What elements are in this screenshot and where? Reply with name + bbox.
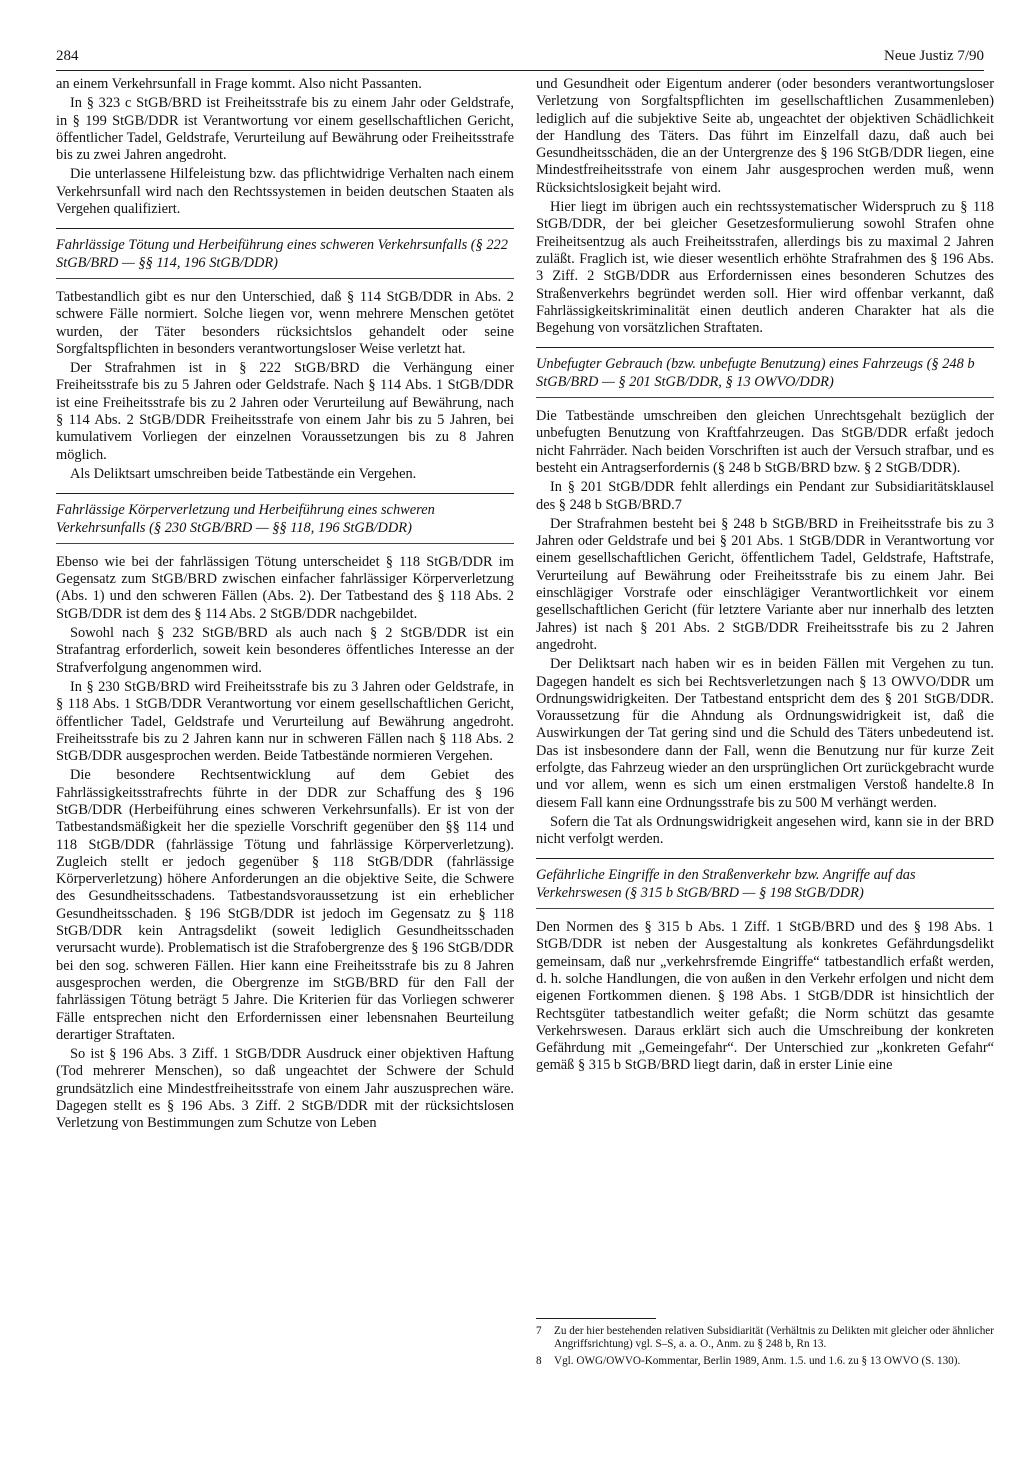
journal-title: Neue Justiz 7/90 (884, 48, 984, 64)
running-head (56, 48, 984, 70)
footnote-number: 8 (536, 1354, 542, 1367)
header-rule (56, 70, 984, 71)
paragraph: In § 230 StGB/BRD wird Freiheitsstrafe bis zu 3 Jahren oder Geldstrafe, in § 118 Abs. 1 StGB/DDR Verantwortung vor einem gesellschaftlichen Gericht, öffentlicher Tadel, Geldstrafe und Verurteilung auf Bewährung angedroht. Freiheitsstrafe bis zu 2 Jahren kann nur in schweren Fällen nach § 118 Abs. 2 StGB/DDR ausgesprochen werden. Beide Tatbestände normieren Vergehen. (56, 678, 514, 765)
paragraph: Tatbestandlich gibt es nur den Unterschied, daß § 114 StGB/DDR in Abs. 2 schwere Fälle normiert. Solche liegen vor, wenn mehrere Menschen getötet wurden, der Täter besonders rücksichtslos gehandelt oder seine Sorgfaltspflichten in besonders verantwortungsloser Weise verletzt hat. (56, 288, 514, 357)
footnote-rule (536, 1318, 656, 1319)
section-heading: Unbefugter Gebrauch (bzw. unbefugte Benutzung) eines Fahrzeugs (§ 248 b StGB/BRD — § 201 StGB/DDR, § 13 OWVO/DDR) (536, 356, 994, 398)
paragraph: Hier liegt im übrigen auch ein rechtssystematischer Widerspruch zu § 118 StGB/DDR, der bei gleicher Gesetzesformulierung sowohl Strafen ohne Freiheitsentzug als auch Freiheitsstrafen, allerdings bis zu maximal 2 Jahren zuläßt. Fraglich ist, wie dieser wesentlich erhöhte Strafrahmen des § 196 Abs. 3 Ziff. 2 StGB/DDR aus Erfordernissen eines besonderen Schutzes des Straßenverkehrs begründet werden soll. Hier wird offenbar verkannt, daß Fahrlässigkeitskriminalität einen deutlich anderen Charakter hat als die Begehung von vorsätzlichen Straftaten. (536, 199, 994, 337)
paragraph: So ist § 196 Abs. 3 Ziff. 1 StGB/DDR Ausdruck einer objektiven Haftung (Tod mehrerer Menschen), so daß ungeachtet der Schwere der Schuld grundsätzlich eine Mindestfreiheitsstrafe von einem Jahr auszusprechen wäre. Dagegen stellt es § 196 Abs. 3 Ziff. 2 StGB/DDR mit der rücksichtslosen Verletzung von Bestimmungen zum Schutze von Leben (56, 1046, 514, 1132)
paragraph: Ebenso wie bei der fahrlässigen Tötung unterscheidet § 118 StGB/DDR im Gegensatz zum StGB/BRD zwischen einfacher fahrlässiger Körperverletzung (Abs. 1) und den schweren Fällen (Abs. 2). Der Tatbestand des § 118 Abs. 2 StGB/DDR ist dem des § 114 Abs. 2 StGB/DDR nachgebildet. (56, 553, 514, 622)
paragraph: Der Deliktsart nach haben wir es in beiden Fällen mit Vergehen zu tun. Dagegen handelt es sich bei Rechtsverletzungen nach § 13 OWVO/DDR um Ordnungswidrigkeiten. Der Tatbestand entspricht dem des § 201 StGB/DDR. Voraussetzung für die Ahndung als Ordnungswidrigkeit ist, daß die Auswirkungen der Tat gering sind und die Schuld des Täters unbedeutend ist. Das ist insbesondere dann der Fall, wenn die Benutzung nur für kurze Zeit erfolgte, das Fahrzeug wieder an den ursprünglichen Ort zurückgebracht wurde und vor allem, wenn es sich um einen erstmaligen Verstoß handelte.8 In diesem Fall kann eine Ordnungsstrafe bis zu 500 M verhängt werden. (536, 656, 994, 811)
paragraph: Der Strafrahmen ist in § 222 StGB/BRD die Verhängung einer Freiheitsstrafe bis zu 5 Jahren oder Geldstrafe. Nach § 114 Abs. 1 StGB/DDR ist eine Freiheitsstrafe bis zu 2 Jahren oder Verurteilung auf Bewährung, nach § 114 Abs. 2 StGB/DDR Freiheitsstrafe von einem Jahr bis zu 5 Jahren, bei kumulativem Vorliegen der einzelnen Voraussetzungen bis zu 8 Jahren möglich. (56, 360, 514, 463)
section-heading-block (56, 493, 514, 544)
section-heading-block (536, 858, 994, 909)
footnote (536, 1325, 994, 1352)
paragraph: Die besondere Rechtsentwicklung auf dem Gebiet des Fahrlässigkeitsstrafrechts führte in der DDR zur Schaffung des § 196 StGB/DDR (Herbeiführung eines schweren Verkehrsunfalls). Er ist von der Tatbestandsmäßigkeit her die spezielle Vorschrift gegenüber den §§ 114 und 118 StGB/DDR (fahrlässige Tötung und fahrlässige Körperverletzung). Zugleich stellt er jedoch gegenüber § 118 StGB/DDR (fahrlässige Körperverletzung) höhere Anforderungen an die objektive Seite, die Schwere des Gesundheitsschadens. Tatbestandsvoraussetzung ist ein erheblicher Gesundheitsschaden. § 196 StGB/DDR ist jedoch im Gegensatz zu § 118 StGB/DDR kein Antragsdelikt (soweit lediglich Gesundheitsschaden verursacht wurde). Problematisch ist die Strafobergrenze des § 196 StGB/DDR bei den sog. schweren Fällen. Hier kann eine Freiheitsstrafe bis zu 8 Jahren ausgesprochen werden, die Obergrenze im StGB/BRD für den Fall der fahrlässigen Tötung beträgt 5 Jahre. Die Kriterien für das Vorliegen schwerer Fälle entsprechen nicht den Erfordernissen einer lebensnahen Beurteilung derartiger Straftaten. (56, 767, 514, 1043)
paragraph: Die Tatbestände umschreiben den gleichen Unrechtsgehalt bezüglich der unbefugten Benutzung von Kraftfahrzeugen. Das StGB/DDR erfaßt jedoch nicht Fahrräder. Nach beiden Vorschriften ist auch der Versuch strafbar, und es besteht ein Antragserfordernis (§ 248 b StGB/BRD bzw. § 2 StGB/DDR). (536, 408, 994, 476)
paragraph: In § 201 StGB/DDR fehlt allerdings ein Pendant zur Subsidiaritätsklausel des § 248 b StGB/BRD.7 (536, 479, 994, 513)
section-heading: Gefährliche Eingriffe in den Straßenverkehr bzw. Angriffe auf das Verkehrswesen (§ 315 b StGB/BRD — § 198 StGB/DDR) (536, 867, 994, 909)
paragraph: Sowohl nach § 232 StGB/BRD als auch nach § 2 StGB/DDR ist ein Strafantrag erforderlich, soweit kein besonderes öffentliches Interesse an der Strafverfolgung angenommen wird. (56, 625, 514, 676)
right-column (536, 76, 994, 1077)
paragraph: an einem Verkehrsunfall in Frage kommt. Also nicht Passanten. (56, 76, 422, 92)
section-heading: Fahrlässige Tötung und Herbeiführung eines schweren Verkehrsunfalls (§ 222 StGB/BRD — §§ 114, 196 StGB/DDR) (56, 237, 514, 279)
paragraph: Den Normen des § 315 b Abs. 1 Ziff. 1 StGB/BRD und des § 198 Abs. 1 StGB/DDR ist neben der Ausgestaltung als konkretes Gefährdungsdelikt gemeinsam, daß nur „verkehrsfremde Eingriffe“ tatbestandlich erfaßt werden, d. h. solche Handlungen, die von außen in den Verkehr erfolgen und nicht dem eigenen Fortkommen dienen. § 198 Abs. 1 StGB/DDR ist hinsichtlich der Rechtsgüter tatbestandlich weiter gefaßt; die Norm schützt das gesamte Verkehrswesen. Daraus erklärt sich auch die Umschreibung der konkreten Gefährdung mit „Gemeingefahr“. Der Unterschied zur „konkreten Gefahr“ gemäß § 315 b StGB/BRD liegt darin, daß in erster Linie eine (536, 919, 994, 1074)
footnote-number: 7 (536, 1325, 542, 1337)
paragraph: Die unterlassene Hilfeleistung bzw. das pflichtwidrige Verhalten nach einem Verkehrsunfall wird nach den Rechtssystemen in beiden deutschen Staaten als Vergehen qualifiziert. (56, 166, 514, 218)
paragraph: und Gesundheit oder Eigentum anderer (oder besonders verantwortungsloser Verletzung von Sorgfaltspflichten im gesellschaftlichen Zusammenleben) lediglich auf die subjektive Seite ab, ungeachtet der objektiven Schädlichkeit der Handlung des Täters. Das führt im Einzelfall dazu, daß auch bei Gesundheitsschäden, die an der Untergrenze des § 196 StGB/DDR liegen, eine Mindestfreiheitsstrafe von einem Jahr ausgesprochen werden muß, wenn Rücksichtslosigkeit bejaht wird. (536, 76, 994, 196)
footnote-text: Zu der hier bestehenden relativen Subsidiarität (Verhältnis zu Delikten mit gleicher oder ähnlicher Angriffsrichtung) vgl. S–S, a. a. O., Anm. zu § 248 b, Rn 13. (554, 1325, 994, 1351)
section-heading-block (56, 228, 514, 279)
footnote-text: Vgl. OWG/OWVO-Kommentar, Berlin 1989, Anm. 1.5. und 1.6. zu § 13 OWVO (S. 130). (554, 1354, 961, 1367)
paragraph: In § 323 c StGB/BRD ist Freiheitsstrafe bis zu einem Jahr oder Geldstrafe, in § 199 StGB/DDR ist Verantwortung vor einem gesellschaftlichen Gericht, öffentlicher Tadel, Geldstrafe, Verurteilung auf Bewährung oder Freiheitsstrafe bis zu zwei Jahren angedroht. (56, 95, 514, 164)
section-heading-block (536, 347, 994, 398)
paragraph: Sofern die Tat als Ordnungswidrigkeit angesehen wird, kann sie in der BRD nicht verfolgt werden. (536, 813, 994, 848)
footnotes (536, 1318, 994, 1371)
paragraph: Der Strafrahmen besteht bei § 248 b StGB/BRD in Freiheitsstrafe bis zu 3 Jahren oder Geldstrafe und bei § 201 Abs. 1 StGB/DDR in Verantwortung vor einem gesellschaftlichen Gericht, öffentlichem Tadel, Geldstrafe, Haftstrafe, Verurteilung auf Bewährung oder Freiheitsstrafe bis zu einem Jahr. Bei einschlägiger Vorstrafe oder einschlägiger Verantwortlichkeit vor einem gesellschaftlichen Gericht (für letztere Variante aber nur innerhalb des letzten Jahres) ist nach § 201 Abs. 2 StGB/DDR Freiheitsstrafe bis zu 2 Jahren angedroht. (536, 515, 994, 653)
left-column (56, 76, 514, 1135)
paragraph: Als Deliktsart umschreiben beide Tatbestände ein Vergehen. (70, 465, 417, 482)
footnote (536, 1355, 994, 1368)
section-heading: Fahrlässige Körperverletzung und Herbeiführung eines schweren Verkehrsunfalls (§ 230 StGB/BRD — §§ 118, 196 StGB/DDR) (56, 502, 514, 544)
page-number: 284 (56, 48, 79, 64)
